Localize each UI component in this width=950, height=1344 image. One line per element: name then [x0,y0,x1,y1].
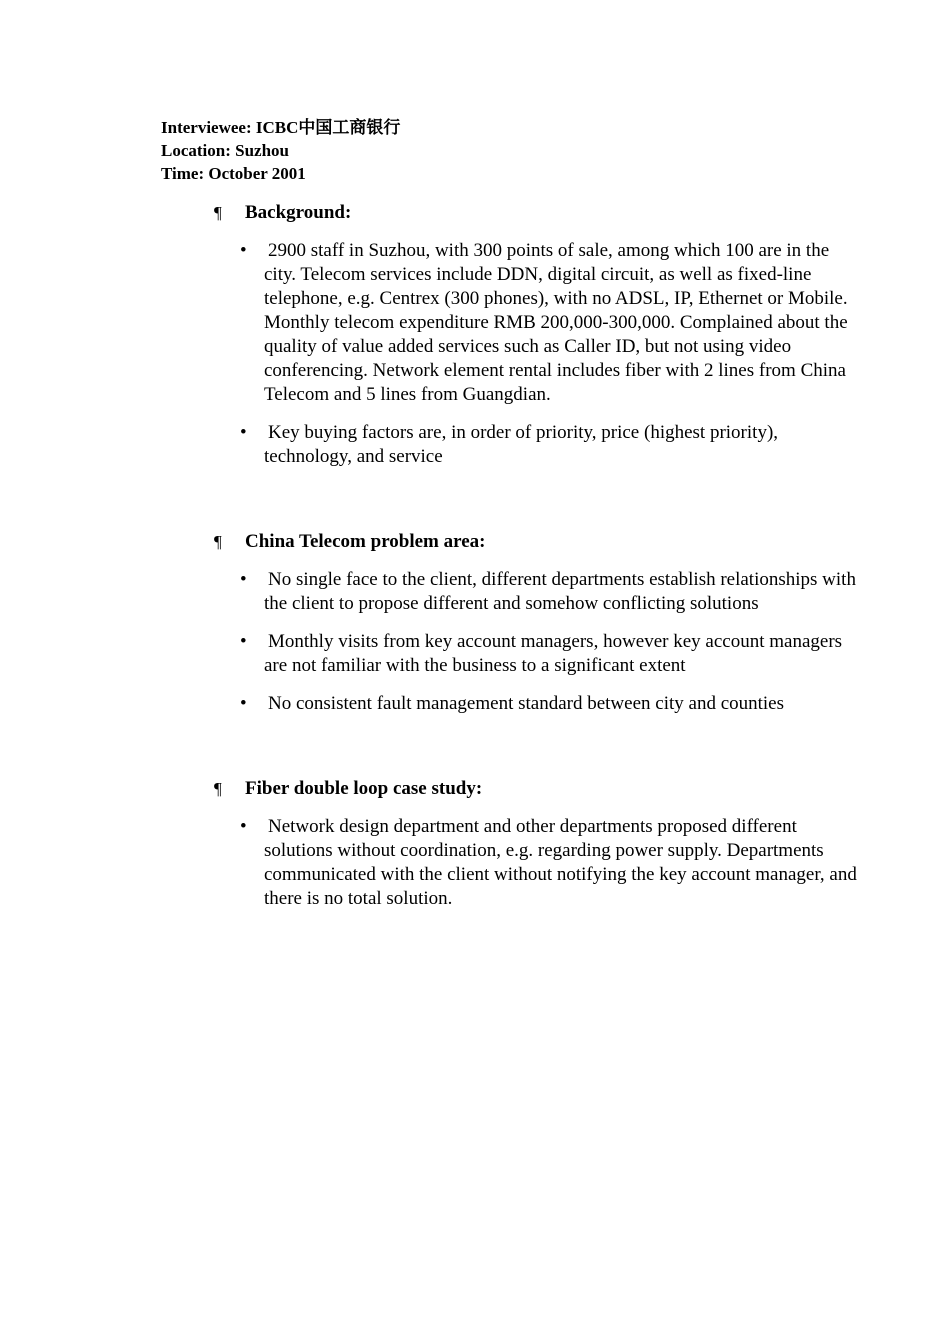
section-background [214,201,864,483]
list-item-text: Network design department and other departments proposed different solutions without coordination, e.g. regarding power supply. Departments communicated with the client without notifying the key account manager, and there is no total solution. [264,816,857,909]
bullet-icon: • [240,816,247,837]
bullet-list [214,568,864,716]
bullet-list [214,239,864,469]
list-item [214,568,864,616]
section-heading-text: China Telecom problem area: [245,531,486,552]
list-item-text: Monthly visits from key account managers, however key account managers are not familiar with the business to a significant extent [264,631,843,676]
list-item [214,815,864,911]
section-heading-text: Fiber double loop case study: [245,778,483,799]
location-line: Location: Suzhou [161,141,289,160]
bullet-icon: • [240,693,247,714]
section-heading [214,201,864,225]
section-heading [214,530,864,554]
bullet-icon: • [240,569,247,590]
section-heading [214,777,864,801]
list-item [214,239,864,407]
list-item-text: No single face to the client, different departments establish relationships with the client to propose different and somehow conflicting solutions [264,569,856,614]
paragraph-mark-icon: ¶ [214,779,222,798]
bullet-list [214,815,864,911]
paragraph-mark-icon: ¶ [214,203,222,222]
document-header [161,116,400,185]
list-item [214,630,864,678]
list-item [214,421,864,469]
section-case-study [214,777,864,925]
bullet-icon: • [240,240,247,261]
list-item-text: 2900 staff in Suzhou, with 300 points of sale, among which 100 are in the city. Telecom services include DDN, digital circuit, as well as fixed-line telephone, e.g. Centrex (300 phones), with no ADSL, IP, Ethernet or Mobile. Monthly telecom expenditure RMB 200,000-300,000. Complained about the quality of value added services such as Caller ID, but not using video conferencing. Network element rental includes fiber with 2 lines from China Telecom and 5 lines from Guangdian. [264,240,848,405]
paragraph-mark-icon: ¶ [214,532,222,551]
interviewee-line: Interviewee: ICBC中国工商银行 [161,118,401,137]
section-problem-area [214,530,864,730]
time-line: Time: October 2001 [161,164,306,183]
list-item-text: Key buying factors are, in order of priority, price (highest priority), technology, and service [264,422,779,467]
list-item-text: No consistent fault management standard between city and counties [268,693,785,714]
list-item [214,692,864,716]
bullet-icon: • [240,631,247,652]
bullet-icon: • [240,422,247,443]
section-heading-text: Background: [245,202,352,223]
